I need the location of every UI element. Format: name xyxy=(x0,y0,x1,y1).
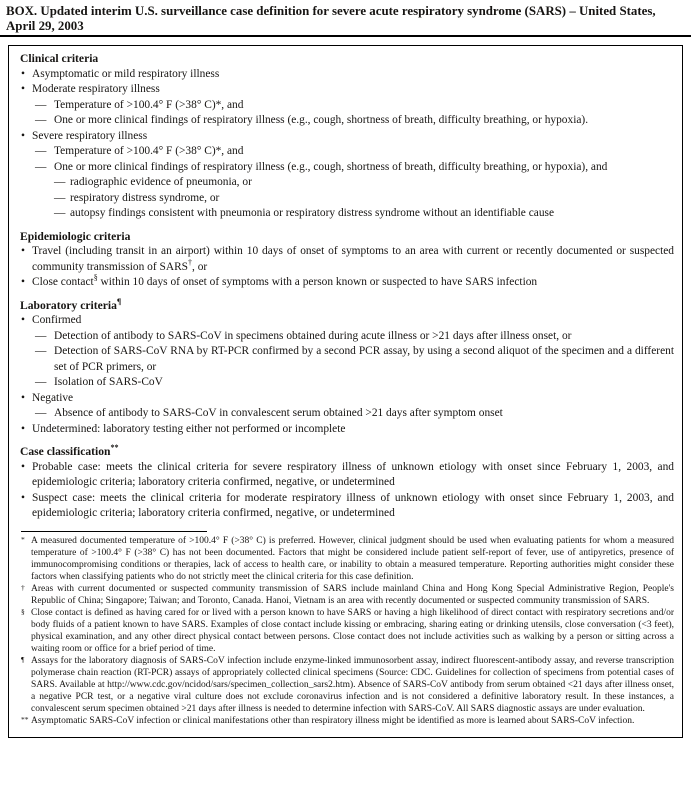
criteria-text: Temperature of >100.4° F (>38° C)*, and xyxy=(54,98,244,111)
criteria-item xyxy=(20,313,674,329)
criteria-item xyxy=(20,160,674,176)
dash-icon: — xyxy=(54,191,66,204)
criteria-text: , or xyxy=(192,260,208,273)
criteria-item xyxy=(20,422,674,438)
criteria-item xyxy=(20,144,674,160)
section-clinical-criteria xyxy=(20,51,674,222)
criteria-text: Undetermined: laboratory testing either not performed or incomplete xyxy=(32,422,346,435)
dash-icon: — xyxy=(54,176,66,188)
criteria-item xyxy=(20,460,674,491)
criteria-item xyxy=(20,329,674,345)
bullet-icon: • xyxy=(21,422,25,435)
section-heading xyxy=(20,229,674,245)
criteria-text: Asymptomatic or mild respiratory illness xyxy=(32,67,220,80)
footnote-pilcrow xyxy=(20,655,674,715)
footnote-ref-double-asterisk: ** xyxy=(110,443,119,453)
section-epidemiologic-criteria xyxy=(20,229,674,291)
criteria-item xyxy=(20,275,674,291)
title-divider xyxy=(0,35,691,37)
footnote-ref-dagger: † xyxy=(188,257,192,267)
criteria-text: Confirmed xyxy=(32,314,82,326)
criteria-item xyxy=(20,175,674,191)
page-title: BOX. Updated interim U.S. surveillance case definition for severe acute respiratory syndrome (SARS) – United States, April 29, 2003 xyxy=(6,4,656,33)
criteria-text: respiratory distress syndrome, or xyxy=(70,191,220,204)
criteria-text: Isolation of SARS-CoV xyxy=(54,376,163,388)
dash-icon: — xyxy=(35,145,47,157)
criteria-text: Severe respiratory illness xyxy=(32,129,148,142)
dash-icon: — xyxy=(35,407,47,419)
footnote-marker: † xyxy=(21,582,25,592)
criteria-text: Temperature of >100.4° F (>38° C)*, and xyxy=(54,145,244,157)
dash-icon: — xyxy=(54,207,66,219)
criteria-item xyxy=(20,113,674,129)
dash-icon: — xyxy=(35,160,47,173)
criteria-text: Moderate respiratory illness xyxy=(32,83,160,95)
dash-icon: — xyxy=(35,329,47,342)
bullet-icon: • xyxy=(21,314,25,326)
section-heading-text: Laboratory criteria xyxy=(20,298,117,312)
footnote-text: Close contact is defined as having cared for or lived with a person known to have SARS or having a high likelihood of direct contact with respiratory secretions and/or body fluids of a patient known to have SARS. Examples of close contact include kissing or embracing, sharing eating or drinking utensils, close conversation (<3 feet), physical examination, and any other direct physical contact between persons. Close contact does not include activities such as walking by a person or sitting across a waiting room or office for a brief period of time. xyxy=(31,607,674,654)
section-case-classification xyxy=(20,444,674,522)
footnote-marker: § xyxy=(21,606,25,616)
section-heading xyxy=(20,444,674,460)
section-heading-text: Case classification xyxy=(20,445,111,458)
bullet-icon: • xyxy=(21,491,25,504)
criteria-text: Close contact xyxy=(32,276,94,288)
bullet-icon: • xyxy=(21,245,25,257)
footnote-text: A measured documented temperature of >100.4° F (>38° C) is preferred. However, clinical judgment should be used when evaluating patients for whom a measured temperature of >100.4° F (>38° C) has not been documented. Factors that might be considered include patient self-report of fever, use of antipyretics, presence of immunocompromising conditions or therapies, lack of access to health care, or inability to obtain a measured temperature. Reporting authorities might consider these factors when classifying patients who do not strictly meet the clinical criteria for this case definition. xyxy=(31,535,674,582)
criteria-text: Detection of SARS-CoV RNA by RT-PCR confirmed by a second PCR assay, by using a second aliquot of the specimen and a different set of PCR primers, or xyxy=(54,345,674,373)
criteria-text: One or more clinical findings of respiratory illness (e.g., cough, shortness of breath, difficulty breathing, or hypoxia), and xyxy=(54,160,608,173)
criteria-text: Absence of antibody to SARS-CoV in convalescent serum obtained >21 days after symptom onset xyxy=(54,407,503,419)
footnote-text: Assays for the laboratory diagnosis of SARS-CoV infection include enzyme-linked immunosorbent assay, indirect fluorescent-antibody assay, and reverse transcription polymerase chain reaction (RT-PCR) assays of appropriately collected clinical specimens (Source: CDC. Guidelines for collection of specimens from potential cases of SARS. Available at http://www.cdc.gov/ncidod/sars/specimen_collection_sars2.htm). Absence of SARS-CoV antibody from serum obtained <21 days after illness onset, a negative PCR test, or a negative viral culture does not exclude coronavirus infection and is not considered a definitive laboratory result. In these instances, a convalescent serum specimen obtained >21 days after illness is needed to determine infection with SARS-CoV. All SARS diagnostic assays are under evaluation. xyxy=(31,655,674,714)
footnote-text: Areas with current documented or suspected community transmission of SARS include mainland China and Hong Kong Special Administrative Region, People's Republic of China; Singapore; Taiwan; and Toronto, Canada. Hanoi, Vietnam is an area with recently documented or suspected community transmission of SARS. xyxy=(31,583,674,606)
bullet-icon: • xyxy=(21,391,25,404)
footnote-double-asterisk xyxy=(20,715,674,727)
footnote-text: Asymptomatic SARS-CoV infection or clinical manifestations other than respiratory illness might be identified as more is learned about SARS-CoV infection. xyxy=(31,715,635,726)
footnote-asterisk xyxy=(20,535,674,583)
footnote-divider xyxy=(21,531,207,532)
dash-icon: — xyxy=(35,376,47,388)
footnote-ref-section: § xyxy=(93,273,98,283)
criteria-text: One or more clinical findings of respiratory illness (e.g., cough, shortness of breath, difficulty breathing, or hypoxia). xyxy=(54,114,589,126)
bullet-icon: • xyxy=(21,129,25,142)
bullet-icon: • xyxy=(21,460,25,473)
criteria-item xyxy=(20,191,674,207)
section-heading-text: Clinical criteria xyxy=(20,52,99,65)
criteria-item xyxy=(20,129,674,145)
criteria-text: Detection of antibody to SARS-CoV in specimens obtained during acute illness or >21 days after illness onset, or xyxy=(54,329,572,342)
criteria-item xyxy=(20,406,674,422)
footnote-marker: ** xyxy=(21,714,29,724)
bullet-icon: • xyxy=(21,276,25,288)
criteria-text: Probable case: meets the clinical criteria for severe respiratory illness of unknown etiology with onset since February 1, 2003, and epidemiologic criteria; laboratory criteria confirmed, negative, or undetermined xyxy=(32,460,674,488)
criteria-item xyxy=(20,98,674,114)
bullet-icon: • xyxy=(21,67,25,80)
footnote-ref-pilcrow: ¶ xyxy=(116,296,122,306)
section-heading xyxy=(20,51,674,67)
footnote-section-sign xyxy=(20,607,674,655)
criteria-item xyxy=(20,391,674,407)
footnote-marker: ¶ xyxy=(21,654,25,664)
section-laboratory-criteria xyxy=(20,298,674,438)
criteria-item xyxy=(20,244,674,275)
dash-icon: — xyxy=(35,114,47,126)
definition-box xyxy=(8,45,683,738)
criteria-item xyxy=(20,491,674,522)
criteria-text: radiographic evidence of pneumonia, or xyxy=(70,176,252,188)
dash-icon: — xyxy=(35,98,47,111)
dash-icon: — xyxy=(35,345,47,357)
section-heading-text: Epidemiologic criteria xyxy=(20,229,131,243)
criteria-item xyxy=(20,375,674,391)
criteria-item xyxy=(20,67,674,83)
section-heading xyxy=(20,298,674,314)
bullet-icon: • xyxy=(21,83,25,95)
criteria-item xyxy=(20,206,674,222)
criteria-text: within 10 days of onset of symptoms with a person known or suspected to have SARS infection xyxy=(97,276,538,288)
criteria-item xyxy=(20,82,674,98)
footnotes-section xyxy=(20,531,674,727)
footnote-dagger xyxy=(20,583,674,607)
criteria-text: Travel (including transit in an airport) within 10 days of onset of symptoms to an area with current or recently documented or suspected community transmission of SARS xyxy=(32,245,674,273)
footnote-marker: * xyxy=(21,534,25,544)
criteria-text: autopsy findings consistent with pneumonia or respiratory distress syndrome without an identifiable cause xyxy=(70,207,555,219)
criteria-item xyxy=(20,344,674,375)
criteria-text: Suspect case: meets the clinical criteria for moderate respiratory illness of unknown etiology with onset since February 1, 2003, and epidemiologic criteria; laboratory criteria confirmed, negative, or undetermined xyxy=(32,491,674,519)
criteria-text: Negative xyxy=(32,391,74,404)
